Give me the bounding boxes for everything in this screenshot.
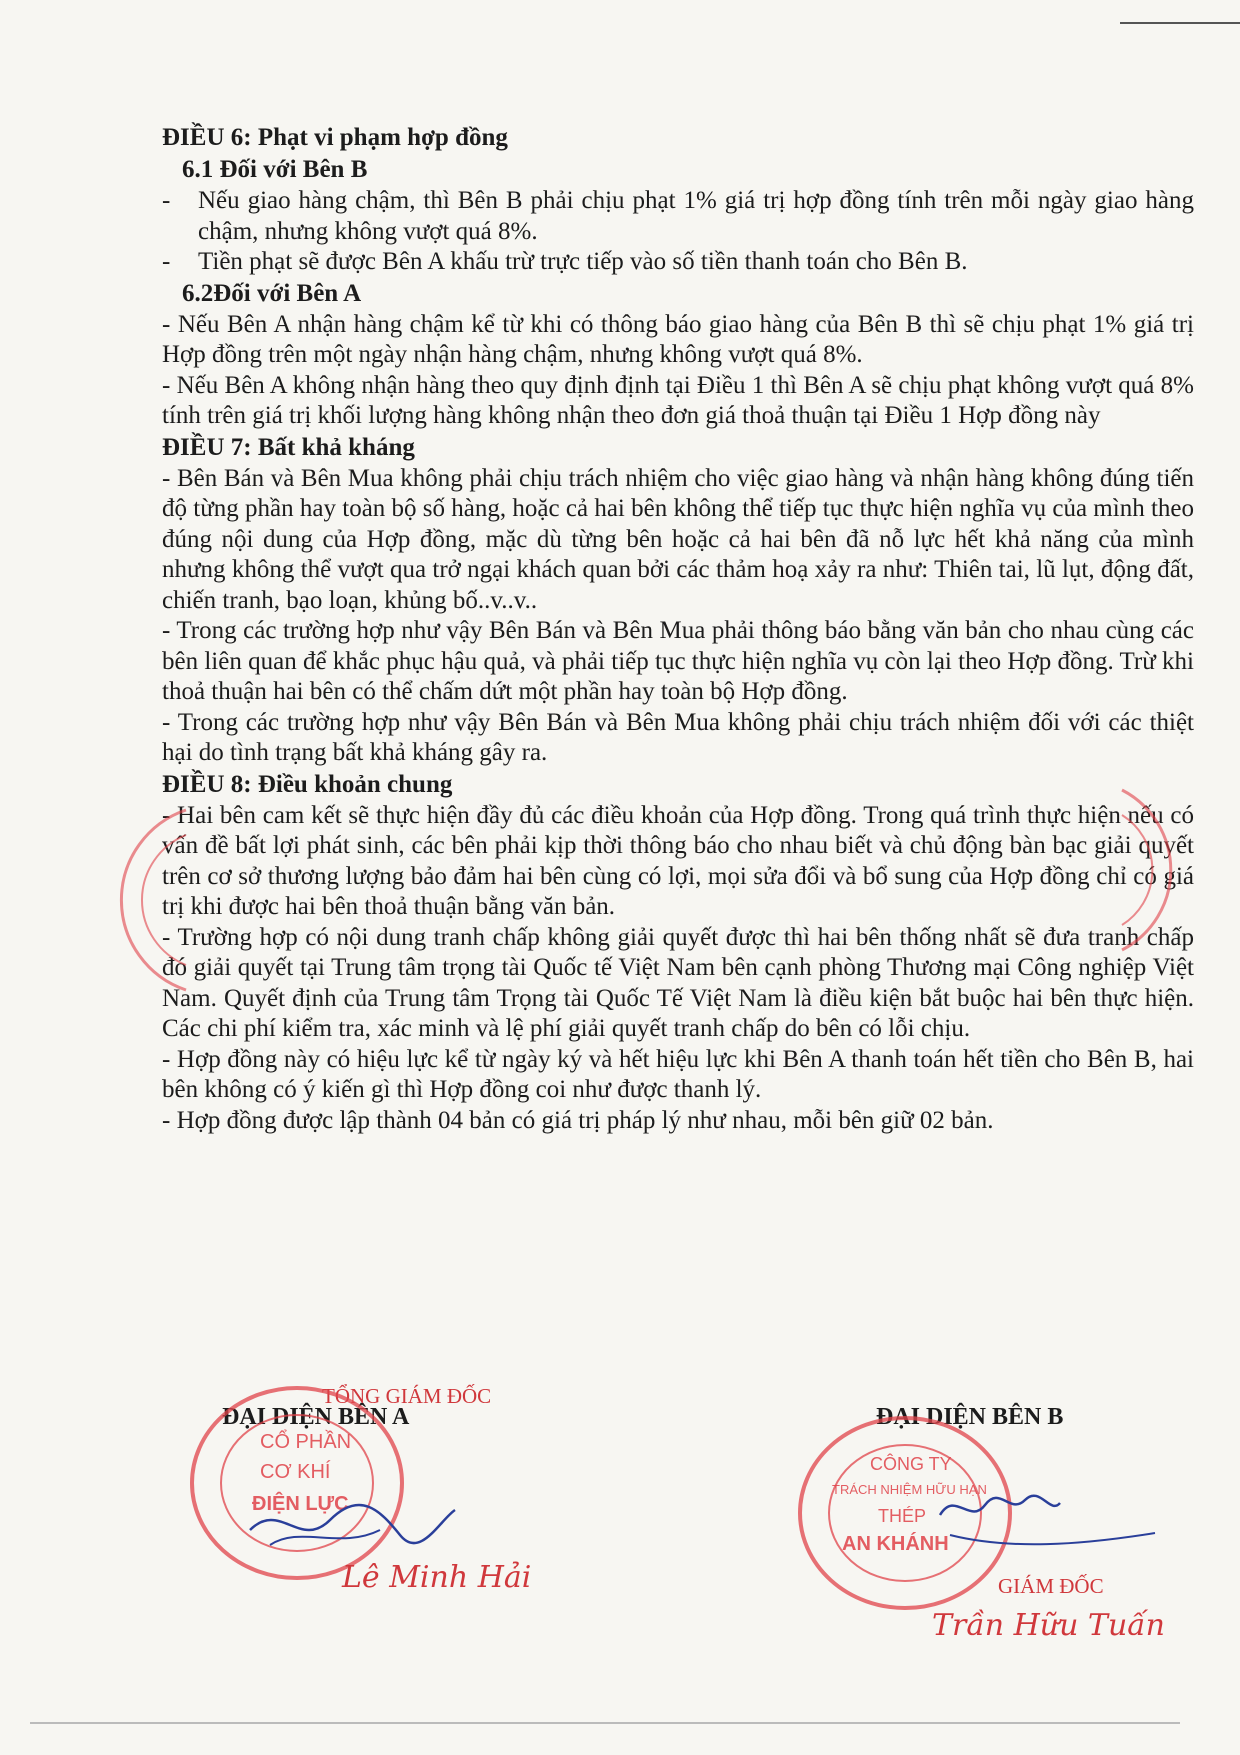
svg-text:CỔ PHẦN: CỔ PHẦN [260,1431,352,1453]
party-b-role: GIÁM ĐỐC [998,1574,1104,1598]
paragraph: - Hợp đồng được lập thành 04 bản có giá trị pháp lý như nhau, mỗi bên giữ 02 bản. [162,1106,994,1134]
party-b-signature-title: ĐẠI DIỆN BÊN B [876,1404,1064,1430]
paragraph: - Nếu Bên A nhận hàng chậm kể từ khi có thông báo giao hàng của Bên B thì sẽ chịu phạt 1% giá trị Hợp đồng trên một ngày nhận hàng chậm, nhưng không vượt quá 8%. [162,310,1194,368]
article-6-2-heading: 6.2Đối với Bên A [182,279,362,307]
list-item: - Tiền phạt sẽ được Bên A khấu trừ trực tiếp vào số tiền thanh toán cho Bên B. [162,248,968,275]
paragraph: - Trong các trường hợp như vậy Bên Bán và Bên Mua phải thông báo bằng văn bản cho nhau cùng các bên liên quan để khắc phục hậu quả, và phải tiếp tục thực hiện nghĩa vụ còn lại theo Hợp đồng. Trừ khi thoả thuận hai bên có thể chấm dứt một phần hay toàn bộ Hợp đồng. [162,617,1194,705]
svg-text:TRÁCH NHIỆM HỮU HẠN: TRÁCH NHIỆM HỮU HẠN [832,1482,987,1497]
article-6-1-heading: 6.1 Đối với Bên B [182,156,368,183]
list-item: - Nếu giao hàng chậm, thì Bên B phải chịu phạt 1% giá trị hợp đồng tính trên mỗi ngày giao hàng chậm, nhưng không vượt quá 8%. [162,187,1194,245]
article-6-heading: ĐIỀU 6: Phạt vi phạm hợp đồng [162,124,508,151]
svg-text:ĐIỆN LỰC: ĐIỆN LỰC [252,1493,349,1515]
party-a-role: TỔNG GIÁM ĐỐC [322,1384,492,1408]
paragraph: - Trong các trường hợp như vậy Bên Bán và Bên Mua không phải chịu trách nhiệm đối với các thiệt hại do tình trạng bất khả kháng gây ra. [162,708,1194,766]
paragraph: - Hai bên cam kết sẽ thực hiện đầy đủ các điều khoản của Hợp đồng. Trong quá trình thực hiện nếu có vấn đề bất lợi phát sinh, các bên phải kịp thời thông báo cho nhau biết và chủ động bàn bạc giải quyết trên cơ sở thương lượng bảo đảm hai bên cùng có lợi, mọi sửa đổi và bổ sung của Hợp đồng chỉ có giá trị khi được hai bên thoả thuận bằng văn bản. [162,801,1194,920]
article-7-heading: ĐIỀU 7: Bất khả kháng [162,433,415,461]
party-b-signer-name: Trần Hữu Tuấn [932,1608,1165,1643]
paragraph: - Trường hợp có nội dung tranh chấp không giải quyết được thì hai bên thống nhất sẽ đưa tranh chấp đó giải quyết tại Trung tâm trọng tài Quốc tế Việt Nam bên cạnh phòng Thương mại Công nghiệp Việt Nam. Quyết định của Trung tâm Trọng tài Quốc Tế Việt Nam là điều kiện bắt buộc hai bên thực hiện. Các chi phí kiểm tra, xác minh và lệ phí giải quyết tranh chấp do bên có lỗi chịu. [162,923,1194,1042]
svg-text:CƠ KHÍ: CƠ KHÍ [260,1461,331,1483]
article-8-heading: ĐIỀU 8: Điều khoản chung [162,770,453,798]
scan-edge-bottom [30,1722,1180,1724]
margin-seal-icon [1120,780,1210,960]
scan-edge-top [1120,22,1240,24]
paragraph: - Bên Bán và Bên Mua không phải chịu trách nhiệm cho việc giao hàng và nhận hàng không đúng tiến độ từng phần hay toàn bộ số hàng, hoặc cả hai bên không thể tiếp tục thực hiện nghĩa vụ của mình theo đúng nội dung của Hợp đồng, mặc dù từng bên hoặc cả hai bên đã nỗ lực hết khả năng của mình nhưng không thể vượt qua trở ngại khách quan bởi các thảm hoạ xảy ra như: Thiên tai, lũ lụt, động đất, chiến tranh, bạo loạn, khủng bố..v..v.. [162,464,1194,614]
margin-seal-icon [108,800,188,1000]
party-b-handwritten-signature-icon [930,1485,1160,1555]
party-a-handwritten-signature-icon [240,1490,460,1560]
paragraph: - Nếu Bên A không nhận hàng theo quy định định tại Điều 1 thì Bên A sẽ chịu phạt không vượt quá 8% tính trên giá trị khối lượng hàng không nhận theo đơn giá thoả thuận tại Điều 1 Hợp đồng này [162,371,1194,429]
svg-text:THÉP: THÉP [878,1506,927,1526]
paragraph: - Hợp đồng này có hiệu lực kể từ ngày ký và hết hiệu lực khi Bên A thanh toán hết tiền cho Bên B, hai bên không có ý kiến gì thì Hợp đồng coi như được thanh lý. [162,1045,1194,1103]
party-a-signer-name: Lê Minh Hải [342,1560,532,1595]
party-a-signature-title: ĐẠI DIỆN BÊN A [222,1404,410,1430]
svg-text:CÔNG TY: CÔNG TY [870,1454,952,1474]
contract-page [162,122,1194,1136]
svg-text:AN KHÁNH: AN KHÁNH [842,1533,949,1555]
